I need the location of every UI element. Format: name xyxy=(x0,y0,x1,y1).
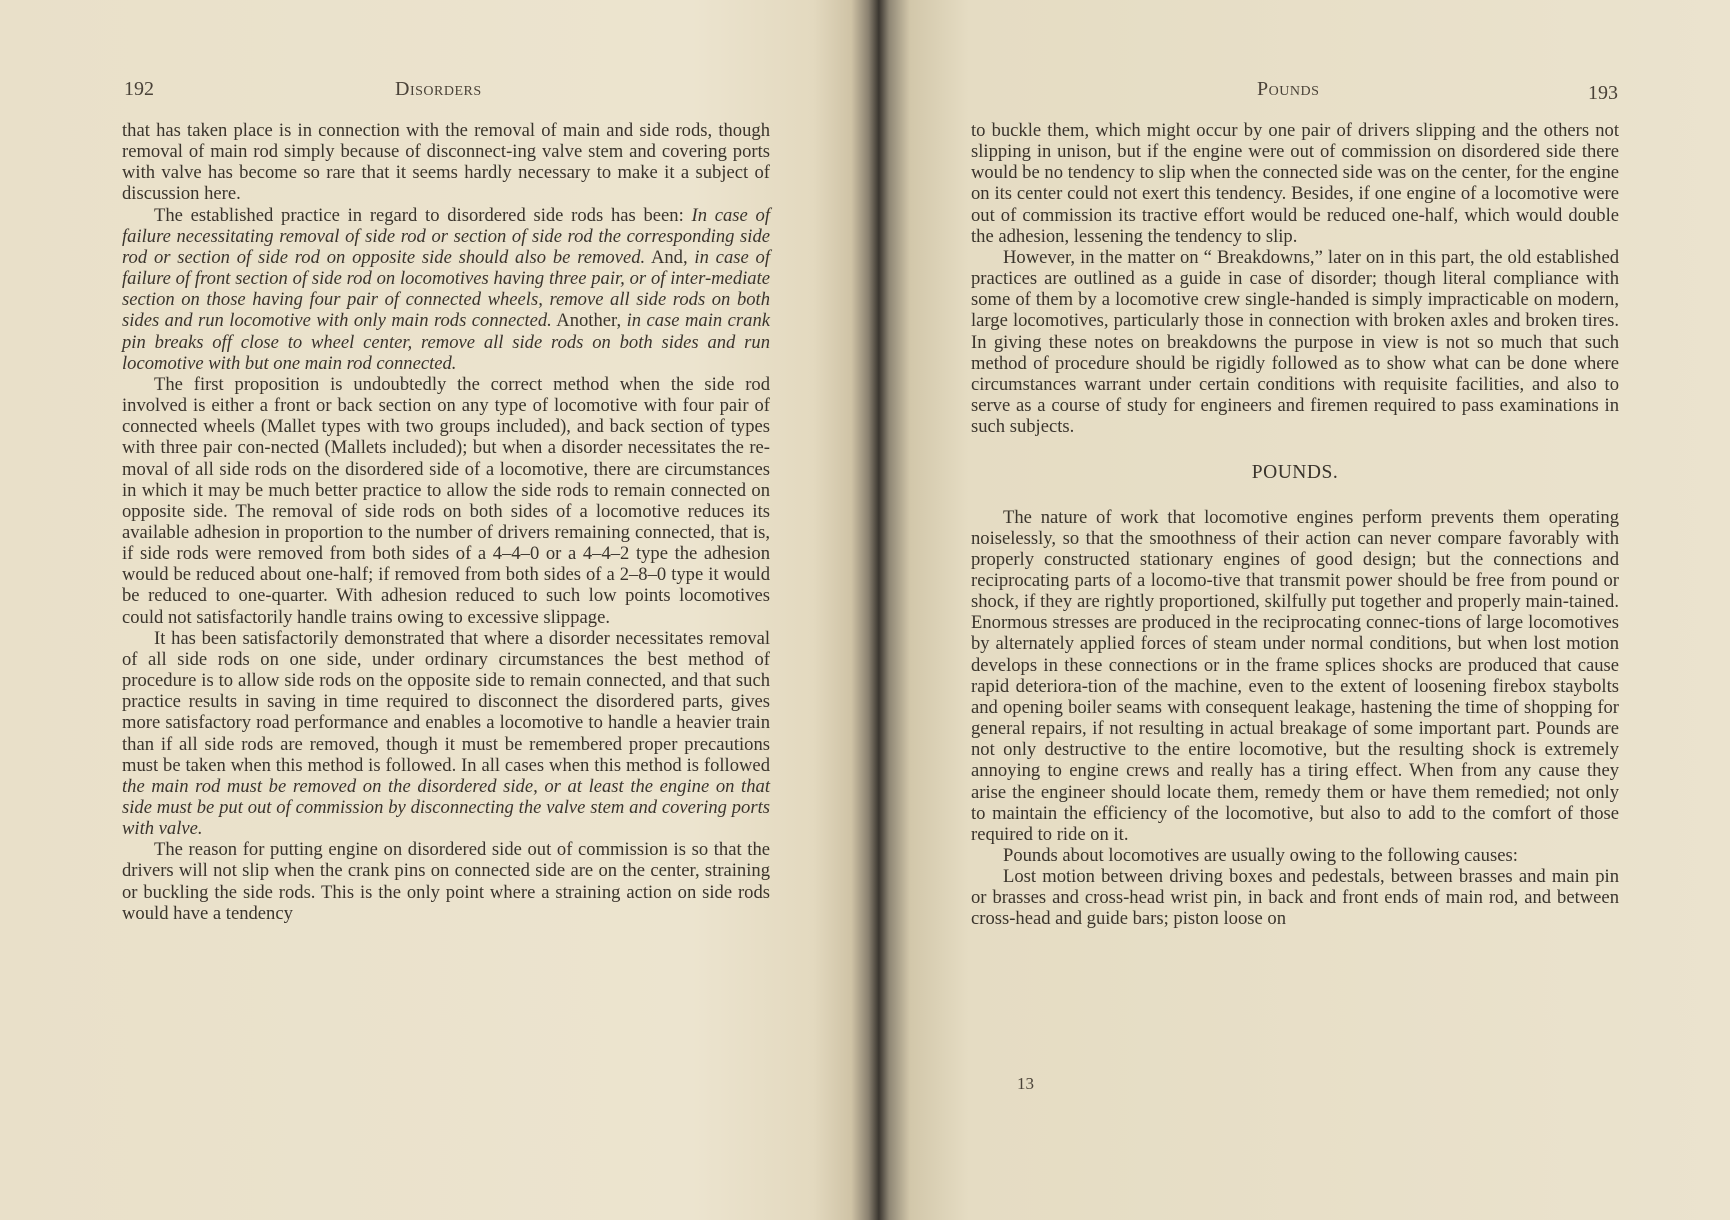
text-run: The nature of work that locomotive engines perform prevents them operating noiselessly, so that the smoothness of their action can never compare favorably with properly constructed stationary engines of good design; but the connections and reciprocating parts of a locomo-tive that transmit power should be free from pound or shock, if they are rightly proportioned, skilfully put together and properly main-tained. Enormous stresses are produced in the reciprocating connec-tions of large locomotives by alternately applied forces of steam under normal conditions, but when lost motion develops in these connections or in the frame splices shocks are produced that cause rapid deteriora-tion of the machine, even to the extent of loosening firebox staybolts and opening boiler seams with consequent leakage, hastening the time of shopping for general repairs, if not resulting in actual breakage of some important part. Pounds are not only destructive to the entire locomotive, but the resulting shock is extremely annoying to engine crews and really has a tiring effect. When from any cause they arise the engineer should locate them, remedy them or have them remedied; not only to maintain the efficiency of the locomotive, but also to add to the comfort of those required to ride on it. xyxy=(971,506,1619,845)
text-run: It has been satisfactorily demonstrated that where a disorder necessitates removal of all side rods on one side, under ordinary circumstances the best method of procedure is to allow side rods on the opposite side to remain connected, and that such practice results in saving in time required to disconnect the disordered parts, gives more satisfactory road performance and enables a locomotive to handle a heavier train than if all side rods are removed, though it must be remembered proper precautions must be taken when this method is followed. In all cases when this method is followed xyxy=(122,627,770,776)
italic-run: the main rod must be removed on the disordered side, or at least the engine on that side must be put out of commission by disconnecting the valve stem and covering ports with valve. xyxy=(122,775,770,840)
paragraph xyxy=(122,628,770,840)
right-text-after xyxy=(971,507,1619,930)
paragraph xyxy=(971,120,1619,247)
text-run: The reason for putting engine on disordered side out of commission is so that the drivers will not slip when the crank pins on connected side are on the center, straining or buckling the side rods. This is the only point where a straining action on side rods would have a tendency xyxy=(122,839,770,924)
text-run: Lost motion between driving boxes and pedestals, between brasses and main pin or brasses and cross-head wrist pin, in back and front ends of main rod, and between cross-head and guide bars; piston loose on xyxy=(971,866,1619,930)
text-run: The first proposition is undoubtedly the correct method when the side rod involved is either a front or back section on any type of locomotive with four pair of connected wheels (Mallet types with two groups included), and back section of types with three pair con-nected (Mallets included); but when a disorder necessitates the re-moval of all side rods on the disordered side of a locomotive, there are circumstances in which it may be much better practice to allow the side rods to remain connected on opposite side. The removal of side rods on both sides of a locomotive reduces its available adhesion in proportion to the number of drivers remaining connected, that is, if side rods were removed from both sides of a 4–4–0 or a 4–4–2 type the adhesion would be reduced about one-half; if removed from both sides of a 2–8–0 type it would be reduced to one-quarter. With adhesion reduced to such low points locomotives could not satisfactorily handle trains owing to excessive slippage. xyxy=(122,373,770,628)
paragraph xyxy=(971,507,1619,846)
right-text-before xyxy=(971,120,1619,437)
running-head-left: Disorders xyxy=(395,78,482,100)
paragraph xyxy=(971,247,1619,437)
page-number-left: 192 xyxy=(124,78,154,100)
italic-run: In case of failure necessitating removal of side rod or section of side rod the corresponding side rod or section of side rod on opposite side should also be removed. xyxy=(122,204,770,268)
text-run: that has taken place is in connection with the removal of main and side rods, though removal of main rod simply because of disconnect-ing valve stem and covering ports with valve has become so rare that it seems hardly necessary to make it a subject of discussion here. xyxy=(122,120,770,205)
section-title: POUNDS. xyxy=(1251,462,1339,484)
signature-mark: 13 xyxy=(1017,1074,1034,1093)
italic-run: in case of failure of front section of side rod on locomotives having three pair, or of inter-mediate section on those having four pair of connected wheels, remove all side rods on both sides and run locomotive with only main rods connected. xyxy=(122,246,770,332)
paragraph xyxy=(971,845,1619,866)
paragraph xyxy=(122,205,770,374)
text-run: to buckle them, which might occur by one pair of drivers slipping and the others not slipping in unison, but if the engine were out of commission on disordered side there would be no tendency to slip when the connected side was on the center, for the engine on its center could not exert this tendency. Besides, if one engine of a locomotive were out of commission its tractive effort would be reduced one-half, which would double the adhesion, lessening the tendency to slip. xyxy=(971,120,1619,247)
running-head-right: Pounds xyxy=(1257,78,1320,100)
right-text-block xyxy=(971,120,1619,930)
right-page xyxy=(870,0,1730,1220)
left-page xyxy=(0,0,860,1220)
text-run: The established practice in regard to disordered side rods has been: xyxy=(154,204,692,226)
left-text-block xyxy=(122,120,770,924)
page-number-right: 193 xyxy=(1588,82,1618,104)
text-run: Pounds about locomotives are usually owing to the following causes: xyxy=(1003,845,1518,866)
text-run: However, in the matter on “ Breakdowns,” later on in this part, the old established practices are outlined as a guide in case of disorder; though literal compliance with some of them by a locomotive crew single-handed is simply impracticable on modern, large locomotives, particularly those in connection with broken axles and broken tires. In giving these notes on breakdowns the purpose in view is not so much that such method of procedure should be rigidly followed as to show what can be done where circumstances warrant under certain conditions with requisite facilities, and also to serve as a course of study for engineers and firemen required to pass examinations in such subjects. xyxy=(971,246,1619,438)
paragraph xyxy=(971,866,1619,929)
text-run: And, xyxy=(645,246,695,268)
text-run: Another, xyxy=(551,310,627,332)
paragraph xyxy=(122,120,770,205)
italic-run: in case main crank pin breaks off close to wheel center, remove all side rods on both sides and run locomotive with but one main rod connected. xyxy=(122,310,770,374)
paragraph xyxy=(122,839,770,924)
paragraph xyxy=(122,374,770,628)
